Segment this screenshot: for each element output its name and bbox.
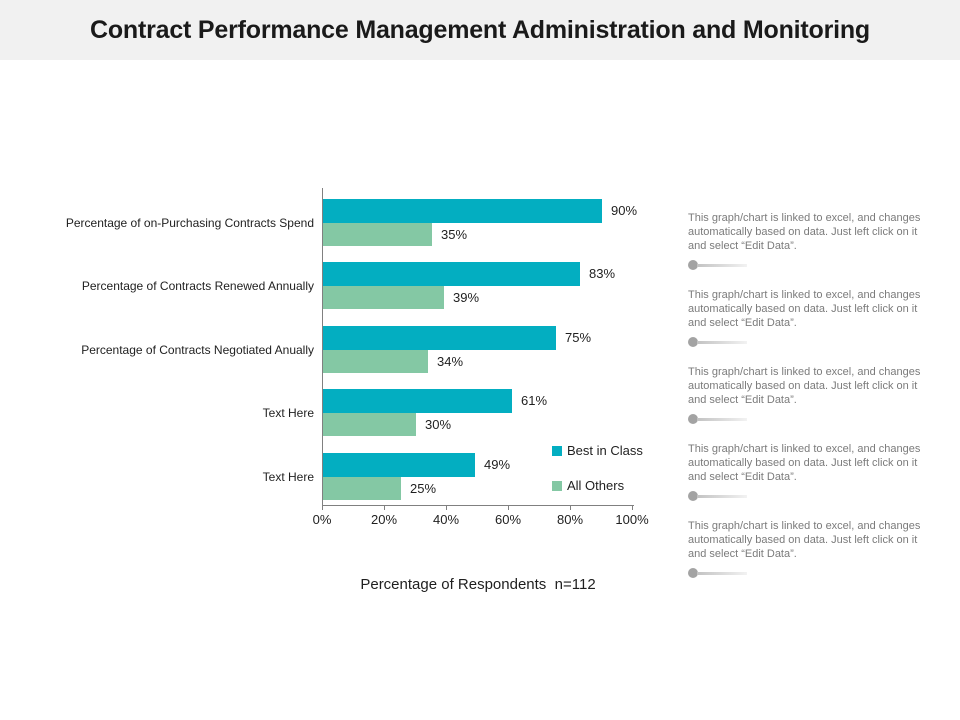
note-block (688, 519, 926, 578)
x-tick (322, 506, 323, 510)
x-tick (632, 506, 633, 510)
x-tick-label: 60% (494, 512, 522, 527)
x-tick-label: 100% (615, 512, 649, 527)
bar-value-label: 75% (565, 330, 592, 345)
note-block (688, 365, 926, 424)
bar-all-others[interactable] (323, 477, 401, 500)
x-tick-label: 20% (370, 512, 398, 527)
bar-value-label: 49% (484, 457, 511, 472)
category-label: Percentage of Contracts Negotiated Anually (81, 342, 314, 357)
x-tick (570, 506, 571, 510)
bar-value-label: 30% (425, 417, 452, 432)
title-band (0, 0, 960, 60)
bar-all-others[interactable] (323, 223, 432, 246)
bar-all-others[interactable] (323, 350, 428, 373)
slider-track (697, 495, 747, 498)
legend-label-all-others: All Others (567, 478, 625, 493)
legend-swatch-best-in-class (552, 446, 562, 456)
legend-label-best-in-class: Best in Class (567, 443, 643, 458)
note-block (688, 442, 926, 501)
bar-value-label: 61% (521, 393, 548, 408)
x-tick (508, 506, 509, 510)
note-block (688, 288, 926, 347)
x-tick-label: 0% (312, 512, 332, 527)
category-label: Text Here (262, 469, 314, 484)
bar-best-in-class[interactable] (323, 262, 580, 286)
bar-all-others[interactable] (323, 413, 416, 436)
x-tick (446, 506, 447, 510)
note-text: This graph/chart is linked to excel, and changes automatically based on data. Just left click on it and select “Edit Data”. (688, 212, 921, 252)
bar-best-in-class[interactable] (323, 326, 556, 350)
bar-value-label: 35% (441, 227, 468, 242)
slider-decoration[interactable] (688, 337, 926, 347)
note-block (688, 211, 926, 270)
slider-track (697, 264, 747, 267)
x-tick-label: 40% (432, 512, 460, 527)
slider-decoration[interactable] (688, 260, 926, 270)
bar-value-label: 34% (437, 354, 464, 369)
category-label: Text Here (262, 405, 314, 420)
legend-item-all-others[interactable] (552, 478, 624, 493)
bar-value-label: 83% (589, 266, 616, 281)
note-text: This graph/chart is linked to excel, and changes automatically based on data. Just left click on it and select “Edit Data”. (688, 366, 921, 406)
x-axis-line (322, 505, 634, 506)
legend-item-best-in-class[interactable] (552, 443, 643, 458)
note-text: This graph/chart is linked to excel, and changes automatically based on data. Just left click on it and select “Edit Data”. (688, 443, 921, 483)
note-text: This graph/chart is linked to excel, and changes automatically based on data. Just left click on it and select “Edit Data”. (688, 289, 921, 329)
legend-swatch-all-others (552, 481, 562, 491)
bar-best-in-class[interactable] (323, 389, 512, 413)
slider-track (697, 341, 747, 344)
bar-best-in-class[interactable] (323, 453, 475, 477)
category-label: Percentage of on-Purchasing Contracts Spend (65, 215, 314, 230)
slider-decoration[interactable] (688, 491, 926, 501)
x-axis-title: Percentage of Respondents n=112 (360, 576, 596, 593)
x-tick-label: 80% (556, 512, 584, 527)
bar-value-label: 90% (611, 203, 638, 218)
bar-value-label: 25% (410, 481, 437, 496)
category-label: Percentage of Contracts Renewed Annually (81, 278, 314, 293)
bar-value-label: 39% (453, 290, 480, 305)
slider-track (697, 418, 747, 421)
bar-best-in-class[interactable] (323, 199, 602, 223)
slide-title: Contract Performance Management Administration and Monitoring (90, 15, 870, 44)
bar-all-others[interactable] (323, 286, 444, 309)
slider-decoration[interactable] (688, 414, 926, 424)
x-tick (384, 506, 385, 510)
slider-track (697, 572, 747, 575)
slider-decoration[interactable] (688, 568, 926, 578)
note-text: This graph/chart is linked to excel, and changes automatically based on data. Just left click on it and select “Edit Data”. (688, 520, 921, 560)
